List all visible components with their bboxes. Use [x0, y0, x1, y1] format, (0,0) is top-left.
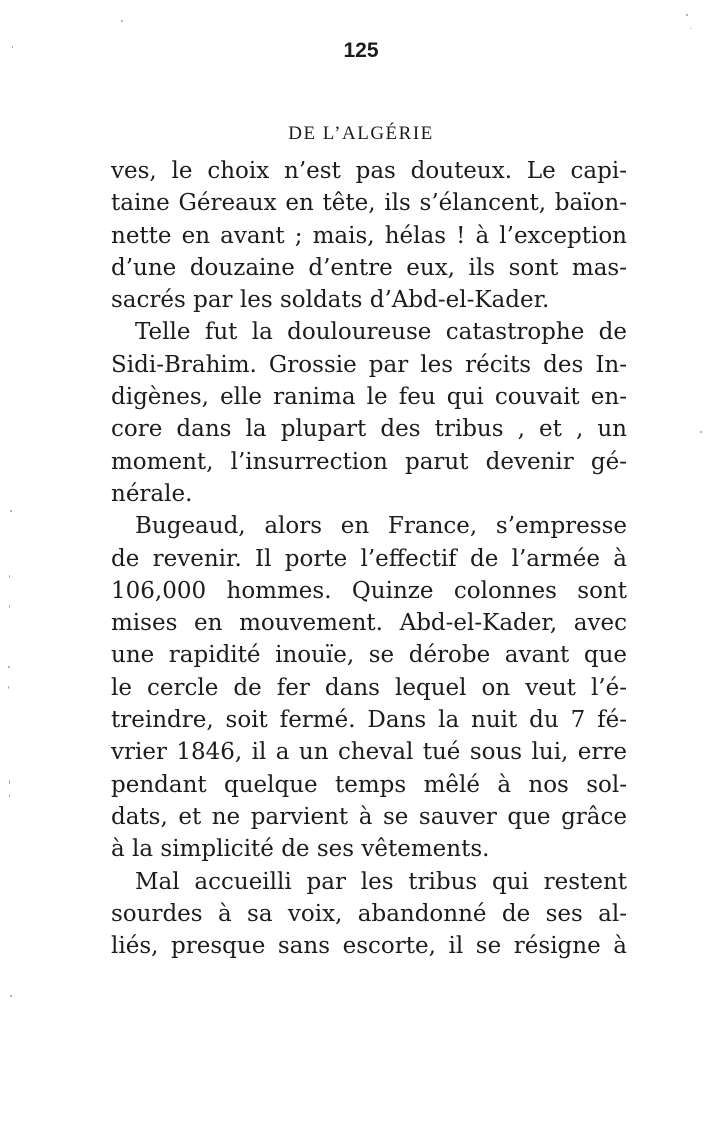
text-line: treindre, soit fermé. Dans la nuit du 7 fé-	[111, 707, 627, 734]
scan-speck	[10, 510, 12, 512]
text-line: digènes, elle ranima le feu qui couvait en-	[111, 384, 627, 411]
paragraph-start-line: Bugeaud, alors en France, s’empresse	[135, 513, 627, 540]
body-text	[111, 155, 627, 962]
page-number: 125	[343, 39, 379, 62]
text-line: à la simplicité de ses vêtements.	[111, 836, 490, 863]
scan-speck	[700, 431, 702, 433]
text-line: nérale.	[111, 480, 193, 507]
running-head: DE L’ALGÉRIE	[288, 123, 434, 144]
scan-speck	[12, 46, 13, 48]
text-line: vrier 1846, il a un cheval tué sous lui, erre	[111, 739, 627, 766]
scan-speck	[9, 794, 10, 797]
text-line: sourdes à sa voix, abandonné de ses al-	[111, 900, 627, 927]
paragraph-start-line: Mal accueilli par les tribus qui restent	[135, 868, 627, 895]
scan-speck	[9, 780, 10, 784]
scan-speck	[10, 995, 12, 997]
scan-speck	[121, 20, 123, 22]
text-line: 106,000 hommes. Quinze colonnes sont	[111, 577, 627, 604]
text-line: taine Géreaux en tête, ils s’élancent, baïon-	[111, 190, 627, 217]
text-line: de revenir. Il porte l’effectif de l’armée à	[111, 545, 627, 572]
text-line: pendant quelque temps mêlé à nos sol-	[111, 771, 627, 798]
scan-speck	[9, 605, 10, 608]
scan-speck	[9, 575, 10, 578]
text-line: d’une douzaine d’entre eux, ils sont mas-	[111, 254, 627, 281]
text-line: Sidi-Brahim. Grossie par les récits des In-	[111, 351, 627, 378]
text-line: dats, et ne parvient à se sauver que grâce	[111, 803, 627, 830]
text-line: core dans la plupart des tribus , et , un	[111, 416, 627, 443]
scan-speck	[8, 666, 10, 668]
scan-speck	[8, 686, 9, 689]
text-line: mises en mouvement. Abd-el-Kader, avec	[111, 610, 627, 637]
paragraph-start-line: Telle fut la douloureuse catastrophe de	[135, 319, 627, 346]
text-line: nette en avant ; mais, hélas ! à l’exception	[111, 222, 627, 249]
text-line: liés, presque sans escorte, il se résigne à	[111, 933, 627, 960]
scan-speck	[690, 28, 691, 29]
text-line: une rapidité inouïe, se dérobe avant que	[111, 642, 627, 669]
text-line: sacrés par les soldats d’Abd-el-Kader.	[111, 287, 550, 314]
scan-speck	[686, 14, 688, 16]
text-line: moment, l’insurrection parut devenir gé-	[111, 448, 627, 475]
text-line: ves, le choix n’est pas douteux. Le capi-	[111, 158, 627, 184]
text-line: le cercle de fer dans lequel on veut l’é-	[111, 674, 627, 701]
